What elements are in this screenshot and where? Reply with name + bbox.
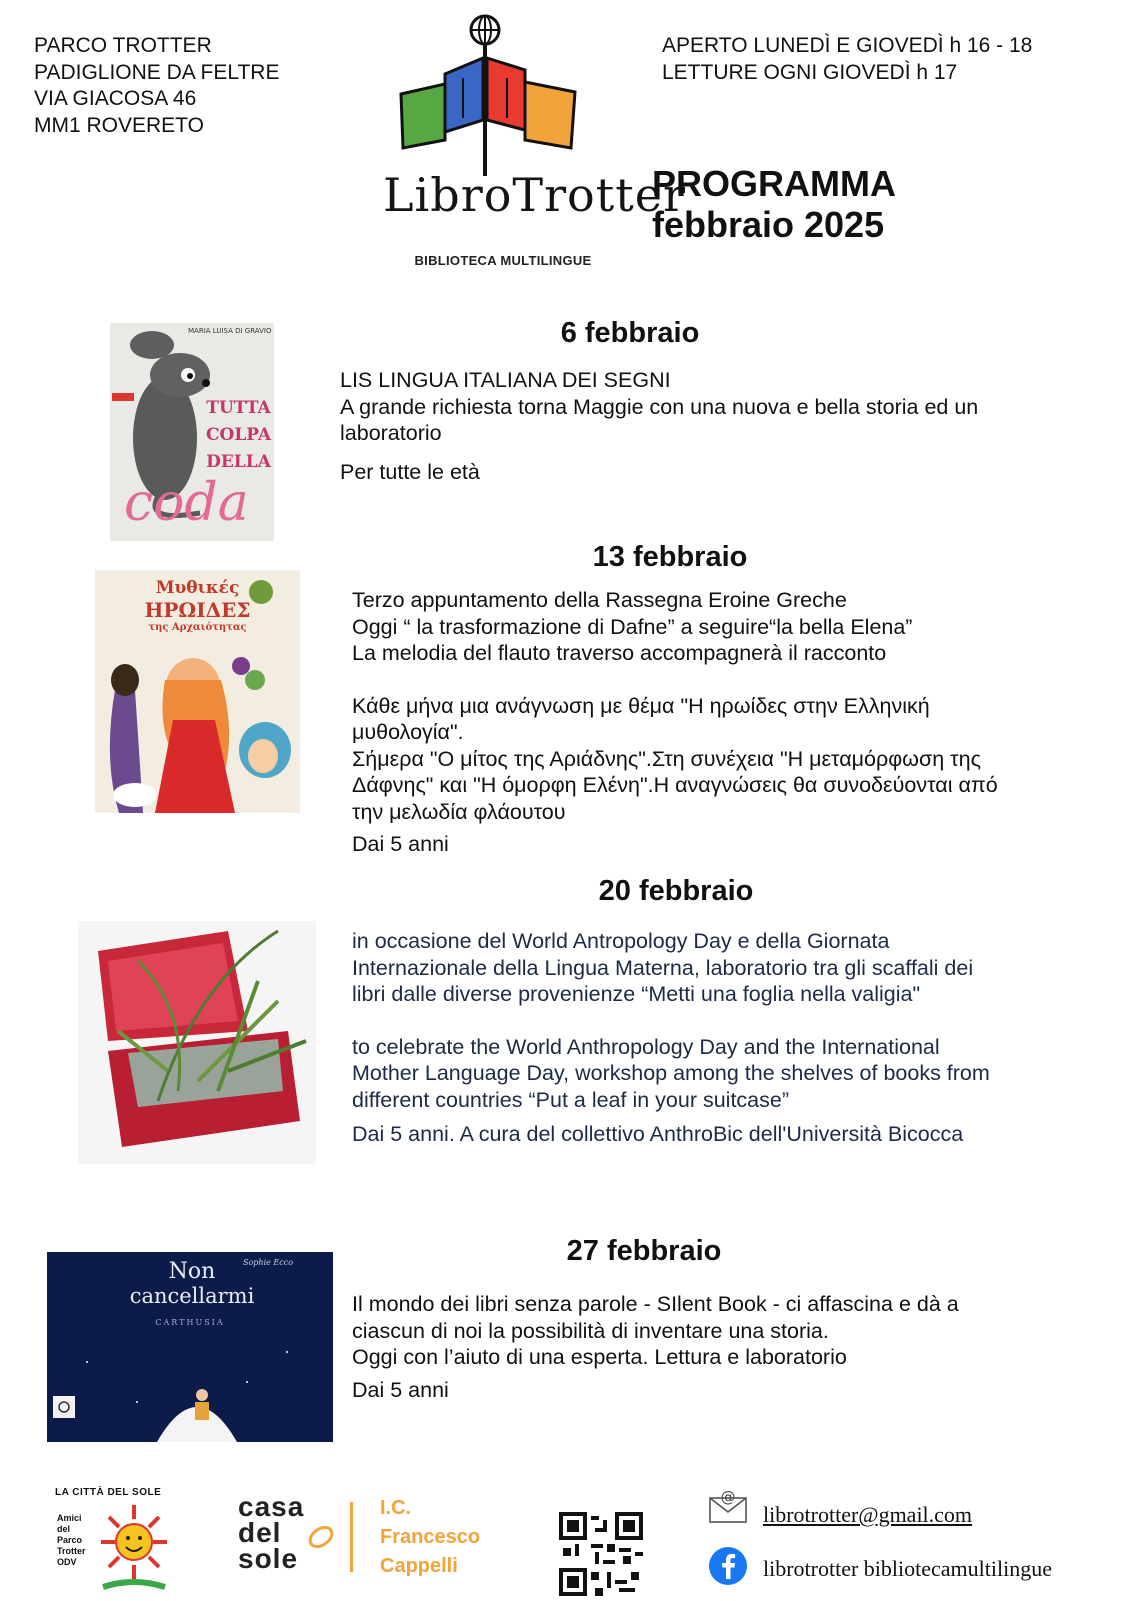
event-line: Terzo appuntamento della Rassegna Eroine Greche	[352, 588, 847, 612]
event-line: libri dalle diverse provenienze “Metti una foglia nella valigia"	[352, 982, 921, 1006]
book-globe-icon	[383, 8, 623, 178]
event-line: ciascun di noi la possibilità di inventare una storia.	[352, 1318, 829, 1343]
event-line: LIS LINGUA ITALIANA DEI SEGNI	[340, 368, 671, 392]
book-cover-mythikes-hroides	[95, 570, 300, 813]
librotrotter-logo	[383, 8, 686, 276]
partner-lines: casa del sole	[238, 1491, 305, 1574]
opening-hours	[662, 33, 1032, 86]
cover-title: Μυθικές ΗΡΩΙΔΕΣ της Αρχαιότητας	[144, 578, 251, 633]
event-line-greek: την μελωδία φλάουτου	[352, 799, 566, 824]
sun-icon	[99, 1503, 169, 1593]
facebook-icon[interactable]	[708, 1546, 748, 1586]
citta-del-sole-logo	[55, 1487, 175, 1597]
event-line: laboratorio	[340, 421, 442, 445]
envelope-at-icon	[708, 1488, 748, 1524]
program-label: PROGRAMMA	[652, 163, 896, 204]
event-date: 6 febbraio	[560, 317, 700, 349]
event-audience: Per tutte le età	[340, 459, 480, 484]
event-audience: Dai 5 anni	[352, 1377, 449, 1402]
logo-subtitle: BIBLIOTECA MULTILINGUE	[414, 253, 592, 268]
partner-lines: Amici del Parco Trotter ODV	[57, 1513, 86, 1567]
book-cover-non-cancellarmi	[47, 1252, 333, 1442]
library-address	[34, 33, 279, 139]
leaf-icon	[306, 1522, 336, 1552]
event-date: 27 febbraio	[566, 1235, 722, 1267]
event-line-greek: μυθολογία".	[352, 720, 464, 744]
partner-lines: I.C. Francesco Cappelli	[380, 1497, 481, 1577]
logo-wordmark: LibroTrotter	[383, 168, 686, 222]
facebook-logo-icon	[708, 1546, 748, 1586]
hours-line: LETTURE OGNI GIOVEDÌ h 17	[662, 60, 958, 84]
qr-code-icon[interactable]	[559, 1512, 643, 1596]
address-line: MM1 ROVERETO	[34, 113, 204, 137]
divider	[350, 1502, 353, 1572]
event-audience: Dai 5 anni	[352, 832, 449, 856]
ic-francesco-cappelli-logo	[350, 1494, 500, 1584]
event-line: Oggi “ la trasformazione di Dafne” a seguire“la bella Elena”	[352, 614, 913, 639]
email-link[interactable]: librotrotter@gmail.com	[763, 1502, 973, 1527]
event-line-greek: Δάφνης" και "Η όμορφη Ελένη".Η αναγνώσεις θα συνοδεύονται από	[352, 773, 998, 797]
event-date: 13 febbraio	[592, 541, 748, 573]
address-line: PARCO TROTTER	[34, 34, 212, 57]
address-line: PADIGLIONE DA FELTRE	[34, 60, 280, 84]
program-title	[652, 163, 896, 245]
event-line-greek: Κάθε μήνα μια ανάγνωση με θέμα "Η ηρωίδες στην Ελληνική	[352, 693, 930, 718]
email-icon	[708, 1488, 748, 1524]
event-line: Internazionale della Lingua Materna, laboratorio tra gli scaffali dei	[352, 955, 974, 980]
cover-author: Sophie Ecco	[243, 1258, 294, 1267]
event-line: A grande richiesta torna Maggie con una nuova e bella storia ed un	[340, 394, 979, 419]
casa-del-sole-logo	[238, 1491, 358, 1584]
event-line: Oggi con l’aiuto di una esperta. Lettura e laboratorio	[352, 1345, 847, 1369]
address-line: VIA GIACOSA 46	[34, 87, 197, 110]
facebook-page-name[interactable]: librotrotter bibliotecamultilingue	[763, 1556, 1052, 1581]
event-line-english: to celebrate the World Anthropology Day and the International	[352, 1034, 940, 1059]
event-line-greek: Σήμερα "Ο μίτος της Αριάδνης".Στη συνέχεια "Η μεταμόρφωση της	[352, 746, 981, 771]
program-month: febbraio 2025	[652, 204, 885, 245]
night-sky-illustration-icon	[47, 1252, 333, 1442]
cover-author: MARIA LUISA DI GRAVIO	[188, 327, 272, 335]
event-audience: Dai 5 anni. A cura del collettivo AnthroBic dell'Università Bicocca	[352, 1122, 964, 1146]
cover-title: TUTTA COLPA DELLA	[206, 398, 272, 472]
event-description	[352, 1291, 1092, 1403]
event-line: Il mondo dei libri senza parole - SIlent Book - ci affascina e dà a	[352, 1292, 959, 1316]
partner-title: LA CITTÀ DEL SOLE	[55, 1487, 162, 1498]
event-line: in occasione del World Antropology Day e della Giornata	[352, 929, 890, 953]
cover-title-script: coda	[124, 473, 249, 533]
event-line: La melodia del flauto traverso accompagnerà il racconto	[352, 641, 887, 665]
svg-text:@: @	[720, 1488, 736, 1506]
event-date: 20 febbraio	[598, 875, 754, 907]
book-cover-tutta-colpa-della-coda	[110, 323, 274, 541]
event-description	[340, 367, 1080, 485]
event-description	[352, 928, 1092, 1148]
event-line-english: different countries “Put a leaf in your suitcase”	[352, 1087, 789, 1112]
cover-publisher: CARTHUSIA	[155, 1318, 225, 1327]
qr-code-graphic	[559, 1512, 643, 1596]
suitcase-photo-icon	[78, 921, 316, 1164]
event-description	[352, 587, 1092, 858]
heroines-illustration-icon	[95, 570, 300, 813]
hours-line: APERTO LUNEDÌ E GIOVEDÌ h 16 - 18	[662, 34, 1033, 57]
event-line-english: Mother Language Day, workshop among the shelves of books from	[352, 1061, 990, 1085]
cover-title: Non cancellarmi	[129, 1259, 255, 1308]
suitcase-leaves-photo	[78, 921, 316, 1164]
